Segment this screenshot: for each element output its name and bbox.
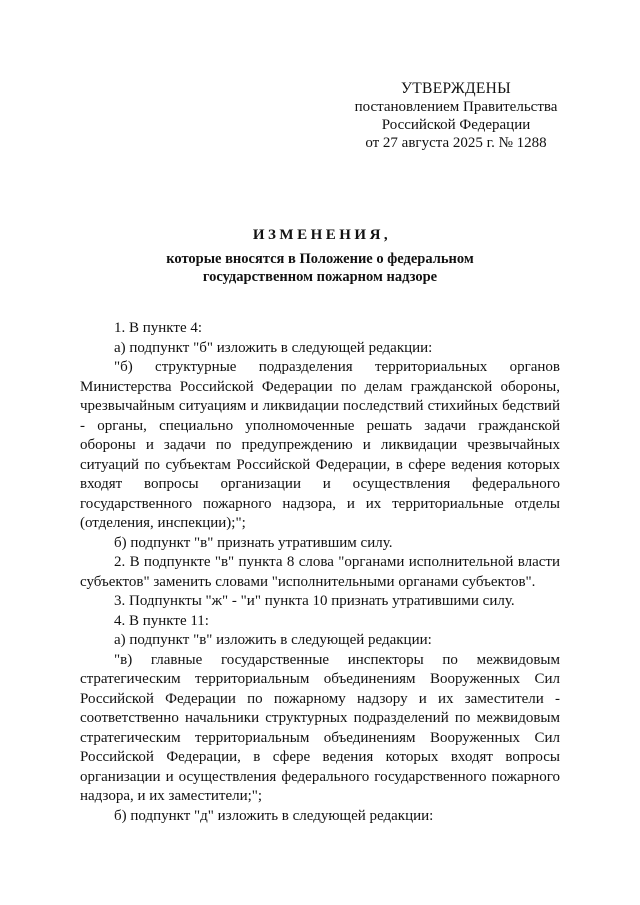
approval-line: Российской Федерации — [381, 117, 531, 133]
approval-block — [336, 80, 576, 152]
document-title: ИЗМЕНЕНИЯ, — [252, 227, 392, 243]
approval-date-line: от 27 августа 2025 г. № 1288 — [365, 135, 547, 151]
approval-title: УТВЕРЖДЕНЫ — [401, 80, 511, 97]
paragraph: а) подпункт "в" изложить в следующей редакции: — [114, 632, 432, 648]
paragraph: 2. В подпункте "в" пункта 8 слова "органами исполнительной власти субъектов" заменить словами "исполнительными органами субъектов". — [80, 554, 560, 590]
paragraph: "в) главные государственные инспекторы по межвидовым стратегическим территориальным объединениям Вооруженных Сил Российской Федерации по пожарному надзору и их заместители - соответственно начальники структурных подразделений по межвидовым стратегическим территориальным объединениям Вооруженных Сил Российской Федерации, в сфере ведения которых входят вопросы организации и осуществления федерального государственного пожарного надзора, и их заместители;"; — [80, 651, 560, 804]
paragraph: 4. В пункте 11: — [114, 612, 209, 629]
paragraph: а) подпункт "б" изложить в следующей редакции: — [114, 339, 433, 356]
document-subtitle — [80, 250, 560, 286]
paragraph: 3. Подпункты "ж" - "и" пункта 10 признать утратившими силу. — [114, 593, 515, 609]
paragraph: "б) структурные подразделения территориальных органов Министерства Российской Федерации по делам гражданской обороны, чрезвычайным ситуациям и ликвидации последствий стихийных бедствий - органы, специально уполномоченные решать задачи гражданской обороны и задачи по предупреждению и ликвидации чрезвычайных ситуаций по субъектам Российской Федерации, в сфере ведения которых входят вопросы организации и осуществления федерального государственного пожарного надзора, и их территориальные отделы (отделения, инспекции);"; — [80, 359, 560, 531]
paragraph: 1. В пункте 4: — [114, 320, 203, 336]
approval-line: постановлением Правительства — [354, 99, 558, 115]
paragraph: б) подпункт "д" изложить в следующей редакции: — [114, 807, 434, 824]
subtitle-line: которые вносятся в Положение о федеральном — [166, 251, 474, 267]
subtitle-line: государственном пожарном надзоре — [202, 269, 438, 285]
paragraph: б) подпункт "в" признать утратившим силу. — [114, 534, 393, 551]
document-body — [80, 319, 560, 826]
